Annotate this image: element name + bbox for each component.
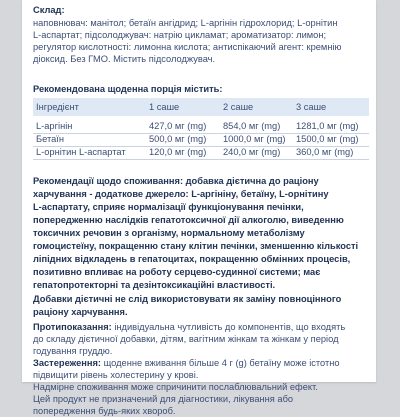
table-cell: L-орнітин L-аспартат <box>36 147 126 157</box>
recommendations-line: позитивно впливає на роботу серцево-судинної системи; має <box>33 267 321 277</box>
caution-line: Цей продукт не призначений для діагностики, лікування або <box>33 394 294 404</box>
recommendations-text: добавка дієтична до раціону <box>183 176 319 186</box>
table-cell: Бетаїн <box>36 134 65 144</box>
recommendations-line <box>33 175 319 187</box>
composition-line: L-аспартат; підсолоджувач: натрію цикламат; ароматизатор: лимон; <box>33 30 327 40</box>
table-cell: 427,0 мг (mg) <box>149 121 207 131</box>
contraindications-line <box>33 321 345 333</box>
recommendations-line: L-аспартату, сприяє нормалізації функціонування печінки, <box>33 202 304 212</box>
composition-title: Склад: <box>33 5 65 15</box>
composition-line: діоксид. Без ГМО. Містить підсолоджувач. <box>33 54 216 64</box>
substitute-warning-line: раціону харчування. <box>33 307 128 317</box>
recommendations-line: токсичних речовин з організму, нормальному метаболізму <box>33 228 305 238</box>
composition-line: наповнювач: манітол; бетаїн ангідрид; L-аргінін гідрохлорид; L-орнітин <box>33 18 338 28</box>
composition-line: регулятор кислотності: лимонна кислота; антиспікаючий агент: кремнію <box>33 42 342 52</box>
table-header-cell: 2 саше <box>223 102 254 112</box>
table-cell: L-аргінін <box>36 121 73 131</box>
recommendations-line: гомоцистеїну, покращенню стану клітин печінки, зменшенню кількості <box>33 241 359 251</box>
table-cell: 854,0 мг (mg) <box>223 121 281 131</box>
table-cell: 120,0 мг (mg) <box>149 147 207 157</box>
contraindications-line: годування груддю. <box>33 346 113 356</box>
table-cell: 1000,0 мг (mg) <box>223 134 286 144</box>
contraindications-text: індивідуальна чутливість до компонентів, що входять <box>111 322 346 332</box>
substitute-warning-line: Добавки дієтичні не слід використовувати як заміну повноцінного <box>33 294 342 304</box>
daily-portion-title: Рекомендована щоденна порція містить: <box>33 84 223 94</box>
caution-line: попередження будь-яких хвороб. <box>33 406 176 416</box>
caution-line <box>33 357 340 369</box>
table-header-cell: Інгредієнт <box>36 102 79 112</box>
table-divider <box>33 159 369 160</box>
caution-line: Надмірне споживання може спричинити послаблювальний ефект. <box>33 382 318 392</box>
contraindications-label: Протипоказання: <box>33 322 112 332</box>
table-cell: 500,0 мг (mg) <box>149 134 207 144</box>
table-header-cell: 3 саше <box>296 102 327 112</box>
recommendations-label: Рекомендації щодо споживання: <box>33 176 184 186</box>
caution-label: Застереження: <box>33 358 102 368</box>
table-cell: 1281,0 мг (mg) <box>296 121 359 131</box>
table-header-cell: 1 саше <box>149 102 180 112</box>
recommendations-line: ліпідних відкладень в гепатоцитах, покращенню обмінних процесів, <box>33 254 351 264</box>
recommendations-line: попередженню наслідків гепатотоксичної дії алкоголю, виведенню <box>33 215 344 225</box>
table-cell: 1500,0 мг (mg) <box>296 134 359 144</box>
table-cell: 240,0 мг (mg) <box>223 147 281 157</box>
caution-line: підвищити рівень холестерину у крові. <box>33 370 199 380</box>
recommendations-line: гепатопротекторні та дезінтоксикаційні властивості. <box>33 280 276 290</box>
package-label <box>22 0 376 382</box>
caution-text: щоденне вживання більше 4 г (g) бетаїну може істотно <box>101 358 340 368</box>
contraindications-line: до складу дієтичної добавки, дітям, вагітним жінкам та жінкам у період <box>33 334 339 344</box>
table-cell: 360,0 мг (mg) <box>296 147 354 157</box>
table-header <box>33 98 369 116</box>
recommendations-line: харчування - додаткове джерело: L-аргініну, бетаїну, L-орнітину <box>33 189 329 199</box>
